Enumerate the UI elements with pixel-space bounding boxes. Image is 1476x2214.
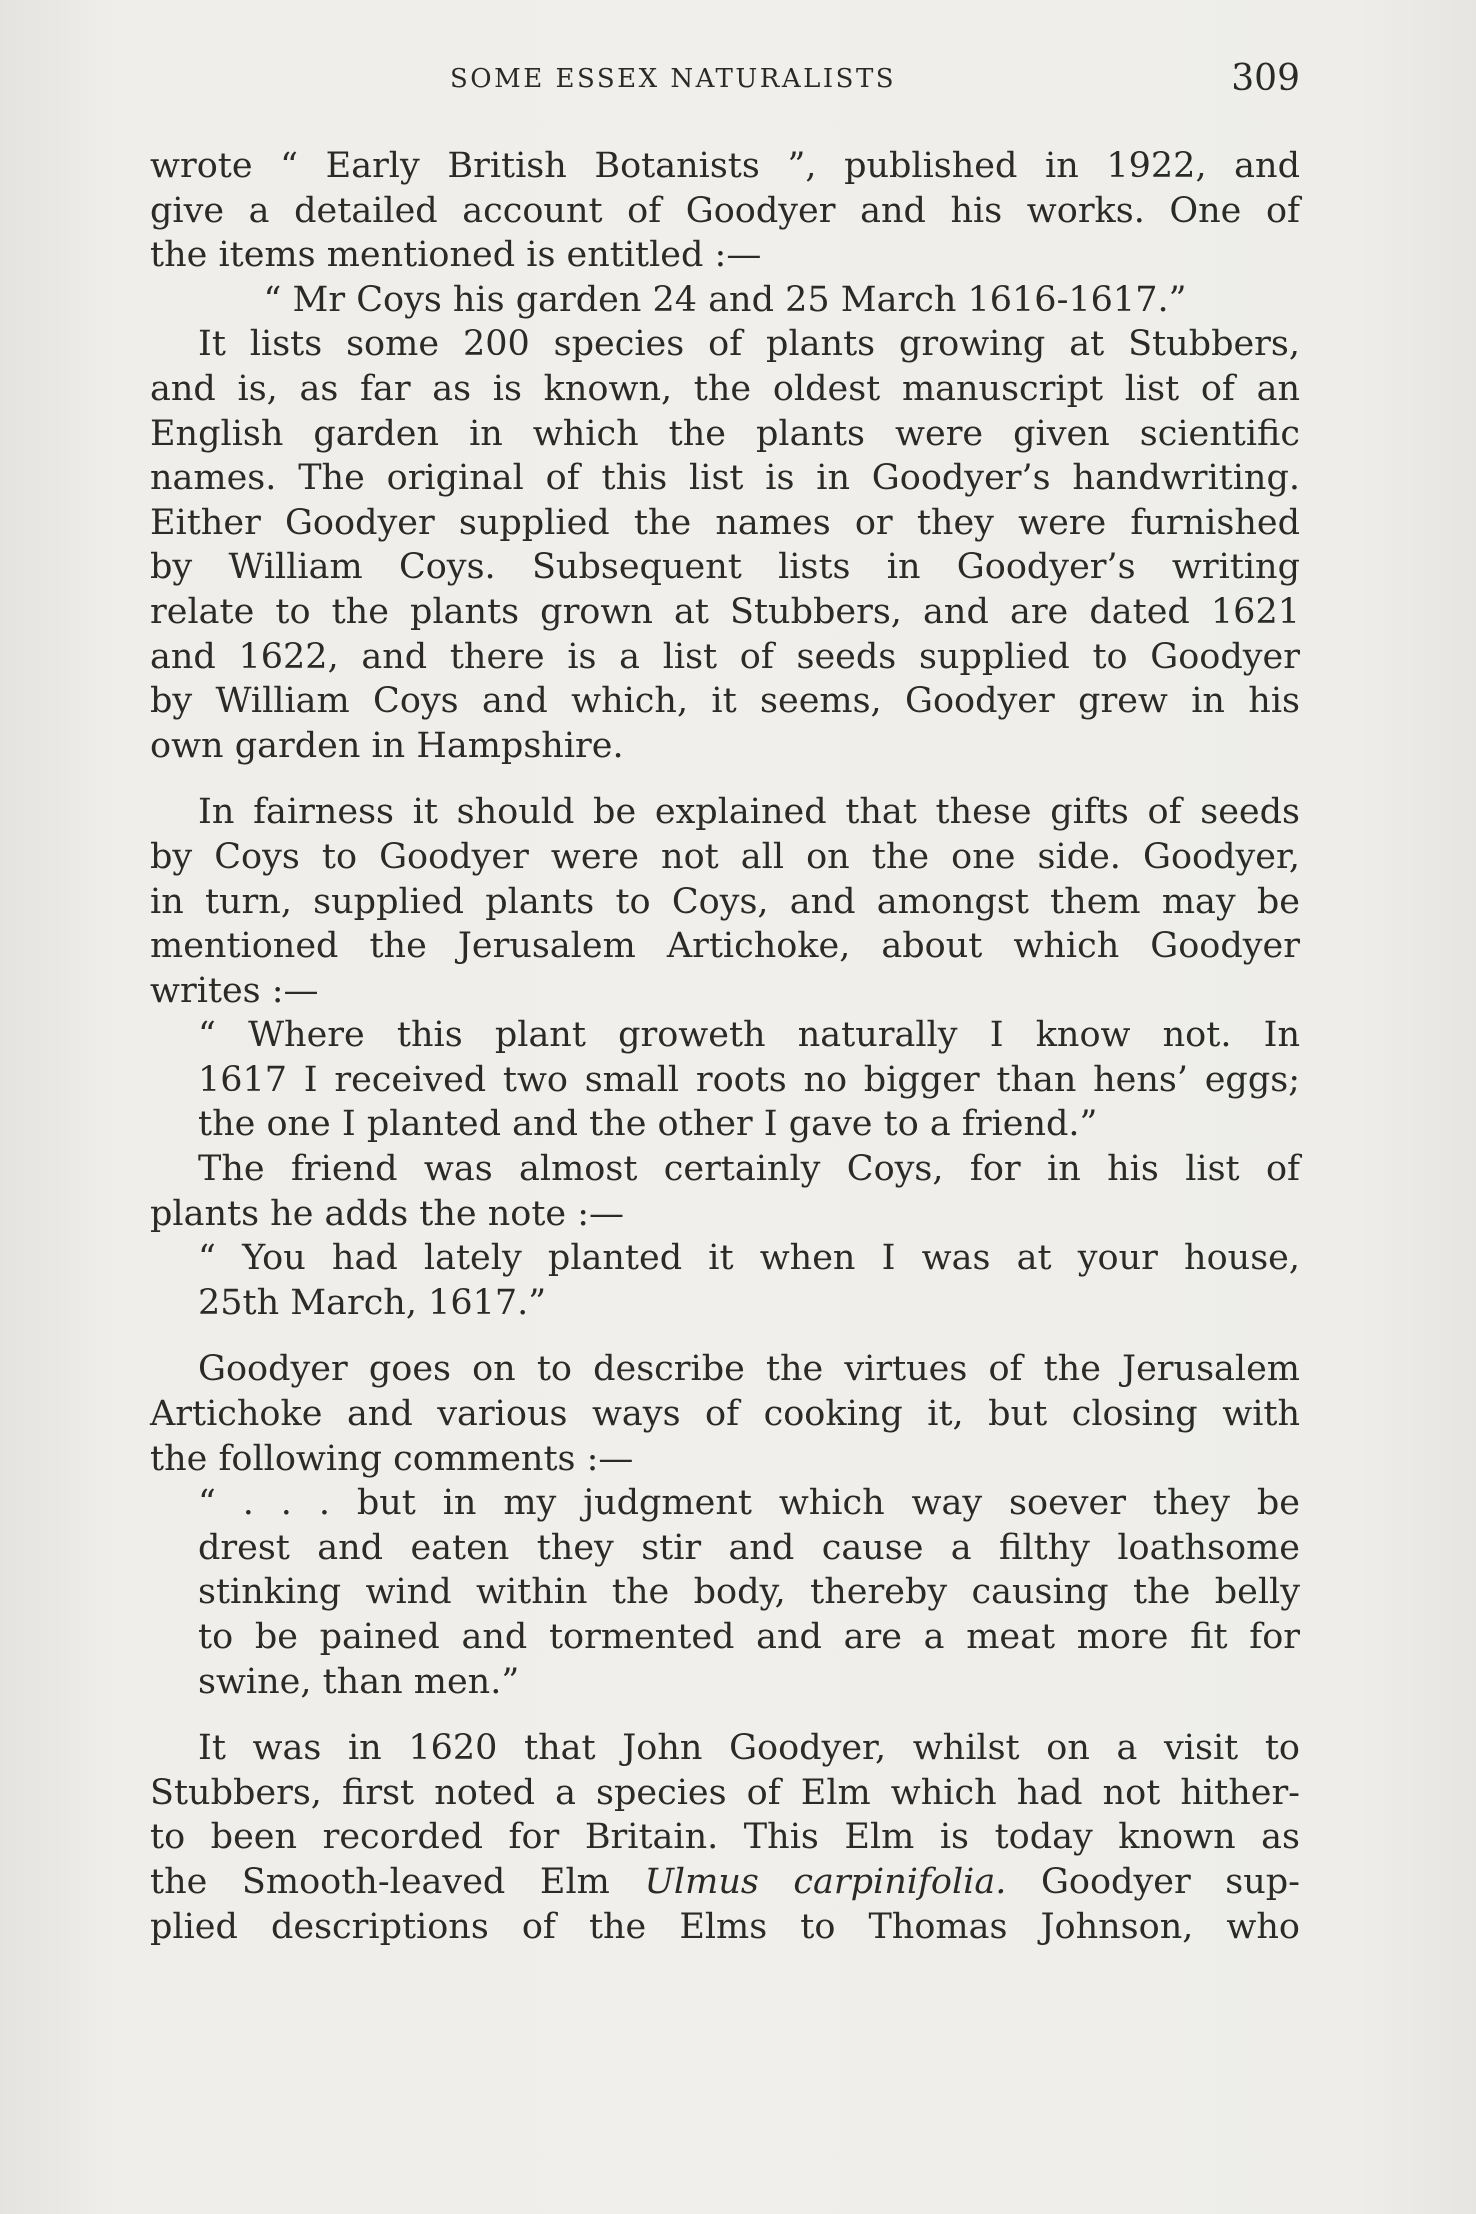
quote-line: 1617 I received two small roots no bigger than hens’ eggs; — [198, 1059, 1300, 1100]
quote-line: swine, than men.” — [198, 1661, 520, 1702]
quoted-title: “ Mr Coys his garden 24 and 25 March 1616-1617.” — [263, 279, 1187, 320]
text-line: to been recorded for Britain. This Elm is today known as — [150, 1817, 1300, 1858]
text-line: names. The original of this list is in Goodyer’s handwriting. — [150, 458, 1300, 499]
text-line: and is, as far as is known, the oldest manuscript list of an — [150, 368, 1300, 409]
body-text — [150, 144, 1300, 1949]
quote-line: stinking wind within the body, thereby causing the belly — [198, 1572, 1300, 1613]
text-segment: Goodyer sup- — [1006, 1861, 1300, 1902]
text-line: by Coys to Goodyer were not all on the one side. Goodyer, — [150, 836, 1300, 877]
text-line — [150, 1860, 1300, 1905]
text-line: the items mentioned is entitled :— — [150, 235, 762, 276]
quote-line: the one I planted and the other I gave to a friend.” — [198, 1104, 1098, 1145]
page-header — [150, 58, 1300, 108]
text-line: mentioned the Jerusalem Artichoke, about which Goodyer — [150, 926, 1300, 967]
text-line: The friend was almost certainly Coys, for in his list of — [198, 1149, 1300, 1190]
text-line: Goodyer goes on to describe the virtues of the Jerusalem — [198, 1349, 1300, 1390]
text-line: by William Coys and which, it seems, Goodyer grew in his — [150, 681, 1300, 722]
quote-line: 25th March, 1617.” — [198, 1282, 547, 1323]
species-name: Ulmus carpinifolia. — [644, 1861, 1007, 1902]
text-line: writes :— — [150, 970, 319, 1011]
text-segment: the Smooth-leaved Elm — [150, 1861, 645, 1902]
text-line: in turn, supplied plants to Coys, and amongst them may be — [150, 881, 1300, 922]
running-title: SOME ESSEX NATURALISTS — [450, 64, 897, 94]
text-line: own garden in Hampshire. — [150, 725, 624, 766]
quote-line: drest and eaten they stir and cause a filthy loathsome — [198, 1527, 1300, 1568]
text-line: Artichoke and various ways of cooking it, but closing with — [150, 1394, 1300, 1435]
text-line: Either Goodyer supplied the names or they were furnished — [150, 502, 1300, 543]
quote-line: “ Where this plant groweth naturally I know not. In — [198, 1015, 1300, 1056]
text-line: In fairness it should be explained that these gifts of seeds — [198, 792, 1300, 833]
text-line: It was in 1620 that John Goodyer, whilst on a visit to — [198, 1728, 1300, 1769]
text-line: relate to the plants grown at Stubbers, and are dated 1621 — [150, 591, 1300, 632]
text-line: English garden in which the plants were given scientific — [150, 413, 1300, 454]
text-line: plants he adds the note :— — [150, 1193, 625, 1234]
text-line: plied descriptions of the Elms to Thomas Johnson, who — [150, 1906, 1300, 1947]
text-line: and 1622, and there is a list of seeds supplied to Goodyer — [150, 636, 1300, 677]
text-line: by William Coys. Subsequent lists in Goodyer’s writing — [150, 547, 1300, 588]
quote-line: “ You had lately planted it when I was at your house, — [198, 1238, 1300, 1279]
page-number: 309 — [1231, 58, 1300, 99]
text-line: the following comments :— — [150, 1438, 634, 1479]
text-line: give a detailed account of Goodyer and his works. One of — [150, 190, 1300, 231]
text-line: Stubbers, first noted a species of Elm which had not hither- — [150, 1772, 1300, 1813]
text-line: It lists some 200 species of plants growing at Stubbers, — [198, 324, 1300, 365]
quote-line: to be pained and tormented and are a meat more fit for — [198, 1617, 1300, 1657]
text-line: wrote “ Early British Botanists ”, published in 1922, and — [150, 146, 1300, 186]
quote-line: “ . . . but in my judgment which way soever they be — [198, 1483, 1300, 1524]
